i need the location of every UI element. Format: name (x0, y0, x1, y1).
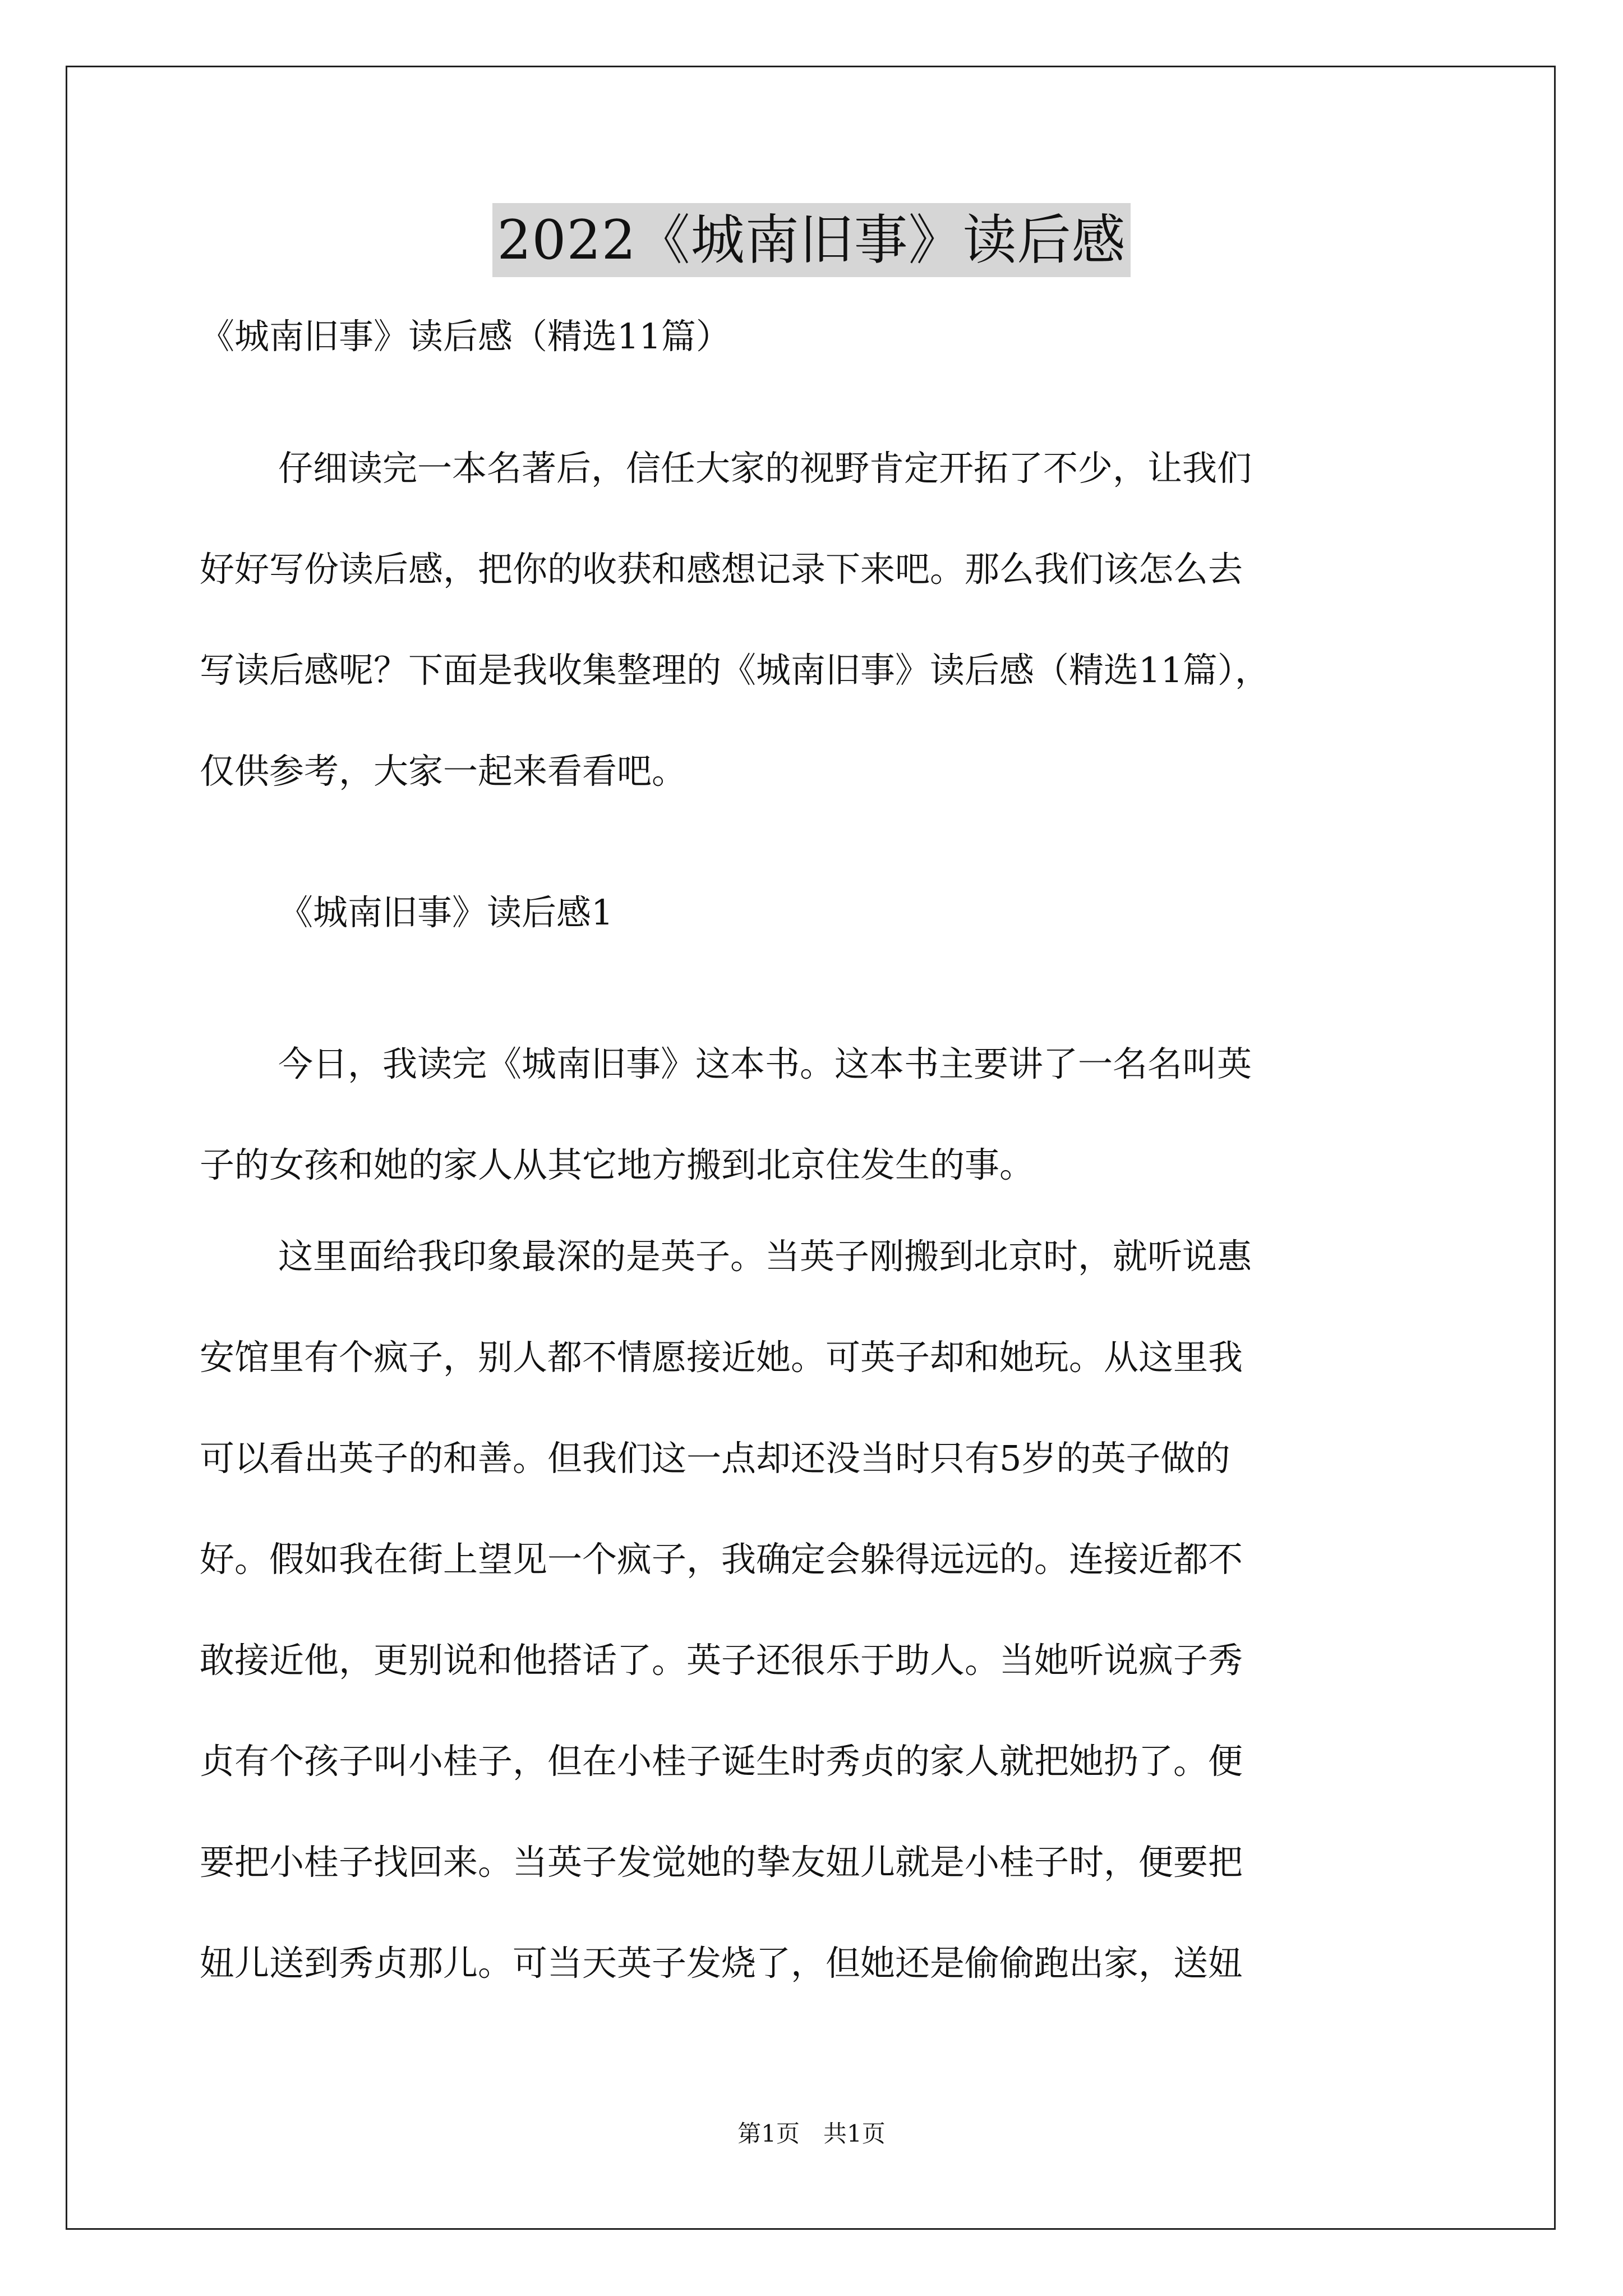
text-line: 安馆里有个疯子，别人都不情愿接近她。可英子却和她玩。从这里我 (200, 1337, 1243, 1378)
text-line: 好好写份读后感，把你的收获和感想记录下来吧。那么我们该怎么去 (200, 549, 1243, 590)
section-heading (200, 862, 1433, 963)
intro-paragraph (200, 418, 1433, 822)
text-line: 子的女孩和她的家人从其它地方搬到北京住发生的事。 (200, 1144, 1035, 1185)
paragraph-1 (200, 1014, 1433, 1216)
text-line: 今日，我读完《城南旧事》这本书。这本书主要讲了一名名叫英 (278, 1043, 1252, 1084)
text-line: 这里面给我印象最深的是英子。当英子刚搬到北京时，就听说惠 (278, 1236, 1252, 1277)
section-heading-text: 《城南旧事》读后感1 (278, 892, 614, 933)
text-line: 敢接近他，更别说和他搭话了。英子还很乐于助人。当她听说疯子秀 (200, 1640, 1243, 1681)
document-title: 2022《城南旧事》读后感 (492, 203, 1130, 277)
text-line: 贞有个孩子叫小桂子，但在小桂子诞生时秀贞的家人就把她扔了。便 (200, 1741, 1243, 1782)
text-line: 要把小桂子找回来。当英子发觉她的挚友妞儿就是小桂子时，便要把 (200, 1842, 1243, 1883)
page-footer: 第1页 共1页 (737, 2120, 886, 2147)
text-line: 好。假如我在街上望见一个疯子，我确定会躲得远远的。连接近都不 (200, 1539, 1243, 1580)
text-line: 可以看出英子的和善。但我们这一点却还没当时只有5岁的英子做的 (200, 1438, 1230, 1479)
text-line: 仅供参考，大家一起来看看吧。 (200, 751, 687, 792)
paragraph-2 (200, 1206, 1433, 2014)
text-line: 写读后感呢？下面是我收集整理的《城南旧事》读后感（精选11篇）， (200, 650, 1270, 691)
title-container (0, 203, 1623, 277)
text-line: 妞儿送到秀贞那儿。可当天英子发烧了，但她还是偷偷跑出家，送妞 (200, 1943, 1243, 1984)
document-subtitle: 《城南旧事》读后感（精选11篇） (200, 316, 731, 357)
text-line: 仔细读完一本名著后，信任大家的视野肯定开拓了不少，让我们 (278, 448, 1252, 489)
